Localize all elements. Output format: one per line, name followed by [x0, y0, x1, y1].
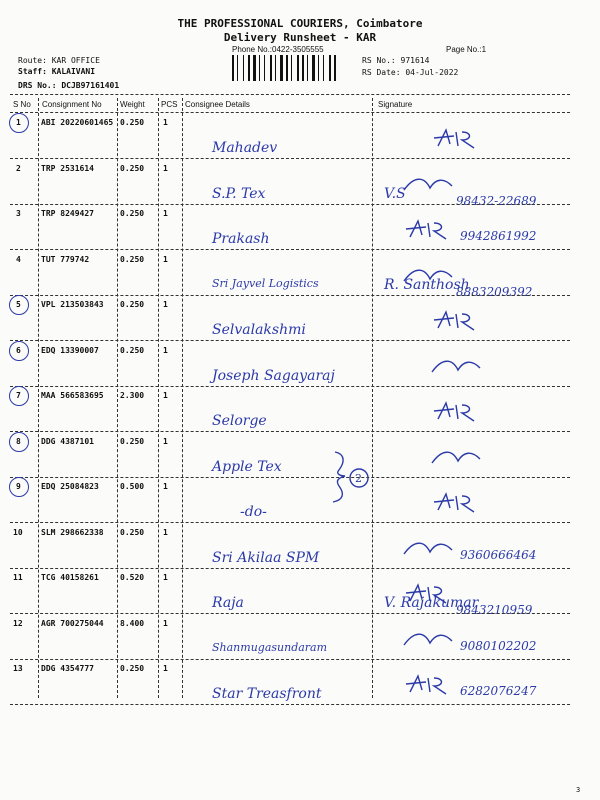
row-weight: 0.250 [120, 300, 145, 309]
col-divider [182, 98, 183, 698]
barcode-bar [297, 55, 299, 81]
signature-scribble [428, 308, 488, 336]
col-weight: Weight [120, 100, 145, 109]
row-consignment: TCG 40158261 [41, 573, 99, 582]
row-sno: 1 [16, 118, 21, 127]
barcode-bar [248, 55, 250, 81]
row-weight: 0.250 [120, 528, 145, 537]
row-consignee: Shanmugasundaram [212, 641, 328, 654]
row-separator [10, 158, 570, 159]
signature-scribble [428, 354, 488, 382]
row-consignee: Sri Akilaa SPM [212, 550, 320, 566]
barcode-bar [243, 55, 244, 81]
barcode-bar [307, 55, 308, 81]
signature-scribble [400, 172, 460, 200]
row-consignment: ABI 20220601465 [41, 118, 114, 127]
col-signature: Signature [378, 100, 413, 109]
page-number: Page No.:1 [446, 45, 487, 54]
row-consignment: TRP 2531614 [41, 164, 94, 173]
corner-mark: 3 [576, 786, 581, 794]
col-divider [372, 98, 373, 698]
row-separator [10, 613, 570, 614]
row-consignee: S.P. Tex [212, 186, 266, 202]
signature-scribble [400, 672, 460, 700]
row-consignee: Raja [212, 595, 244, 611]
row-pcs: 1 [163, 255, 168, 264]
row-signature-name: R. Santhosh [384, 277, 470, 293]
row-consignment: EDQ 25084823 [41, 482, 99, 491]
signature-scribble [400, 581, 460, 609]
row-consignee: Mahadev [212, 140, 278, 156]
row-pcs: 1 [163, 209, 168, 218]
row-pcs: 1 [163, 346, 168, 355]
barcode-bar [329, 55, 331, 81]
row-separator [10, 295, 570, 296]
barcode-bar [302, 55, 304, 81]
row-consignment: DDG 4354777 [41, 664, 94, 673]
row-sno-circle [9, 386, 29, 406]
row-signature-phone: 9080102202 [460, 639, 537, 653]
barcode-bar [232, 55, 234, 81]
col-divider [38, 98, 39, 698]
row-separator [10, 659, 570, 660]
row-consignee: Apple Tex [212, 459, 282, 475]
row-weight: 0.250 [120, 437, 145, 446]
company-title: THE PROFESSIONAL COURIERS, Coimbatore [177, 17, 423, 30]
route-label: Route: KAR OFFICE [18, 56, 100, 65]
row-weight: 0.250 [120, 164, 145, 173]
row-weight: 0.250 [120, 346, 145, 355]
row-pcs: 1 [163, 482, 168, 491]
staff-label: Staff: KALAIVANI [18, 67, 96, 76]
row-pcs: 1 [163, 391, 168, 400]
row-consignee: -do- [240, 504, 267, 520]
row-weight: 8.400 [120, 619, 145, 628]
row-separator [10, 386, 570, 387]
barcode-bar [318, 55, 319, 81]
row-sno: 4 [16, 255, 21, 264]
signature-scribble [428, 399, 488, 427]
row-sno-circle [9, 113, 29, 133]
row-sno: 9 [16, 482, 21, 491]
row-separator [10, 522, 570, 523]
barcode-bar [270, 55, 272, 81]
row-consignee: Joseph Sagayaraj [212, 368, 335, 384]
row-weight: 0.250 [120, 118, 145, 127]
row-weight: 0.500 [120, 482, 145, 491]
row-consignee: Prakash [212, 231, 270, 247]
row-separator [10, 249, 570, 250]
row-weight: 0.250 [120, 664, 145, 673]
barcode-bar [259, 55, 260, 81]
row-sno-circle [9, 295, 29, 315]
signature-scribble [428, 445, 488, 473]
row-consignee: Selorge [212, 413, 267, 429]
row-consignee: Sri Jayvel Logistics [212, 277, 319, 290]
barcode-bar [253, 55, 256, 81]
row-consignment: DDG 4387101 [41, 437, 94, 446]
signature-scribble [428, 490, 488, 518]
drs-number: DRS No.: DCJB97161401 [18, 81, 120, 90]
row-consignment: SLM 298662338 [41, 528, 104, 537]
row-sno: 12 [13, 619, 23, 628]
col-divider [158, 98, 159, 698]
barcode-bar [286, 55, 288, 81]
bracket-annotation [327, 448, 377, 504]
row-consignment: TUT 779742 [41, 255, 90, 264]
row-pcs: 1 [163, 118, 168, 127]
row-pcs: 1 [163, 437, 168, 446]
row-separator [10, 431, 570, 432]
row-signature-phone: 8883209392 [456, 285, 533, 299]
row-separator [10, 704, 570, 705]
row-sno: 5 [16, 300, 21, 309]
row-pcs: 1 [163, 300, 168, 309]
signature-scribble [428, 126, 488, 154]
row-separator [10, 568, 570, 569]
col-pcs: PCS [161, 100, 178, 109]
row-sno: 13 [13, 664, 23, 673]
row-consignee: Star Treasfront [212, 686, 322, 702]
row-weight: 2.300 [120, 391, 145, 400]
row-weight: 0.250 [120, 255, 145, 264]
col-sno: S No [13, 100, 31, 109]
row-signature-phone: 9360666464 [460, 548, 537, 562]
table-top-rule [10, 94, 570, 95]
col-consignee: Consignee Details [185, 100, 250, 109]
row-signature-name: V.S [384, 186, 406, 202]
row-pcs: 1 [163, 573, 168, 582]
barcode [232, 55, 356, 81]
row-pcs: 1 [163, 164, 168, 173]
row-separator [10, 477, 570, 478]
row-sno: 3 [16, 209, 21, 218]
row-consignment: EDQ 13390007 [41, 346, 99, 355]
signature-scribble [400, 263, 460, 291]
row-sno-circle [9, 477, 29, 497]
row-pcs: 1 [163, 664, 168, 673]
row-consignee: Selvalakshmi [212, 322, 306, 338]
row-signature-phone: 9942861992 [460, 229, 537, 243]
row-sno: 10 [13, 528, 23, 537]
row-pcs: 1 [163, 528, 168, 537]
row-sno: 11 [13, 573, 23, 582]
barcode-bar [275, 55, 276, 81]
row-signature-name: V. Rajakumar [384, 595, 479, 611]
row-sno-circle [9, 341, 29, 361]
signature-scribble [400, 627, 460, 655]
barcode-bar [264, 55, 265, 81]
row-signature-phone: 98432-22689 [456, 194, 537, 208]
barcode-bar [334, 55, 336, 81]
row-signature-phone: 6282076247 [460, 684, 537, 698]
rs-number: RS No.: 971614 [362, 56, 430, 65]
rs-date: RS Date: 04-Jul-2022 [362, 68, 459, 77]
signature-scribble [400, 536, 460, 564]
barcode-bar [280, 55, 283, 81]
row-sno: 6 [16, 346, 21, 355]
row-separator [10, 204, 570, 205]
bracket-mark-text: 2 [355, 472, 362, 485]
table-header-rule [10, 112, 570, 113]
row-consignment: TRP 8249427 [41, 209, 94, 218]
runsheet-subtitle: Delivery Runsheet - KAR [223, 31, 377, 44]
barcode-bar [312, 55, 315, 81]
row-consignment: MAA 566583695 [41, 391, 104, 400]
col-divider [117, 98, 118, 698]
phone-number: Phone No.:0422-3505555 [232, 45, 324, 54]
row-pcs: 1 [163, 619, 168, 628]
row-sno-circle [9, 432, 29, 452]
row-signature-phone: 9843210959 [456, 603, 533, 617]
row-weight: 0.520 [120, 573, 145, 582]
row-separator [10, 340, 570, 341]
row-consignment: AGR 700275044 [41, 619, 104, 628]
row-consignment: VPL 213503843 [41, 300, 104, 309]
barcode-bar [237, 55, 238, 81]
row-sno: 8 [16, 437, 21, 446]
barcode-bar [323, 55, 324, 81]
barcode-bar [291, 55, 292, 81]
row-sno: 2 [16, 164, 21, 173]
signature-scribble [400, 217, 460, 245]
row-weight: 0.250 [120, 209, 145, 218]
col-consignment: Consignment No [42, 100, 102, 109]
row-sno: 7 [16, 391, 21, 400]
